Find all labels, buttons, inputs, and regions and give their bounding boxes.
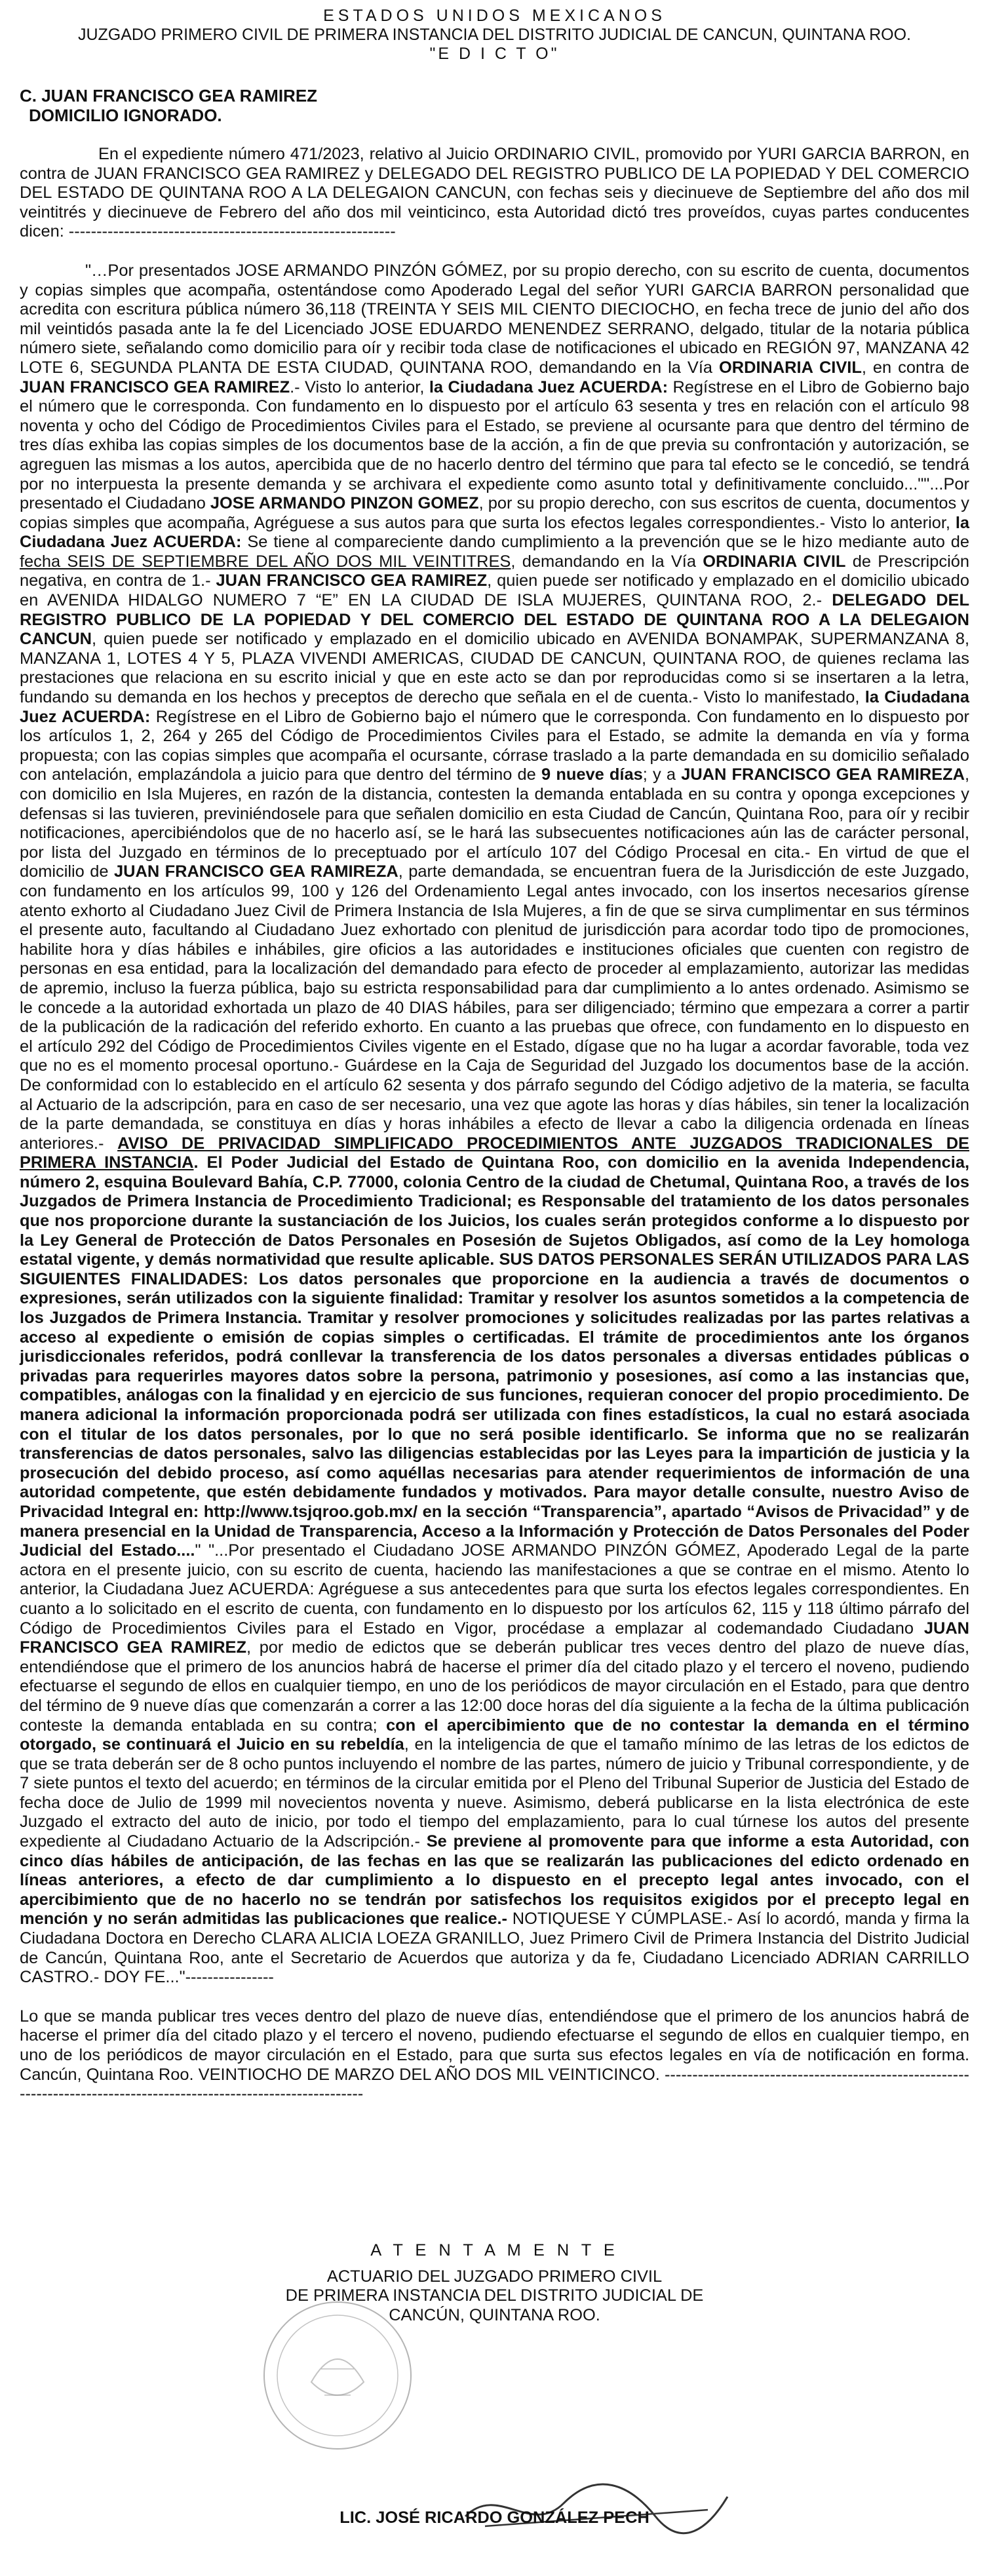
- addressee-name: C. JUAN FRANCISCO GEA RAMIREZ: [20, 86, 318, 106]
- country-heading: ESTADOS UNIDOS MEXICANOS: [323, 7, 666, 25]
- body-segment: la Ciudadana Juez ACUERDA:: [429, 377, 669, 396]
- body-segment: fecha SEIS DE SEPTIEMBRE DEL AÑO DOS MIL VEINTITRES: [20, 552, 511, 571]
- body-segment: la Ciudadana Juez ACUERDA:: [20, 688, 969, 726]
- signature-title-line-2: DE PRIMERA INSTANCIA DEL DISTRITO JUDICIAL DE: [285, 2286, 704, 2305]
- body-segment: . El Poder Judicial del Estado de Quintana Roo, con domicilio en la avenida Independencia, número 2, esquina Boulevard Bahía, C.P. 77000, colonia Centro de la ciudad de Chetumal, Quintana Roo, a través de los Juzgados de Primera Instancia de Procedimiento Tradicional; es Responsable del tratamiento de los datos personales que nos proporcione durante la sustanciación de los Juicios, los cuales serán protegidos conforme a lo dispuesto por la Ley General de Protección de Datos Personales en Posesión de Sujetos Obligados, así como de la Ley homologa estatal vigente, y demás normatividad que resulte aplicable. SUS DATOS PERSONALES SERÁN UTILIZADOS PARA LAS SIGUIENTES FINALIDADES: Los datos personales que proporcione en la audiencia a través de documentos o expresiones, serán utilizados con la siguiente finalidad: Tramitar y resolver los asuntos sometidos a la competencia de los Juzgados de Primera Instancia. Tramitar y resolver promociones y solicitudes realizadas por las partes relativas a acceso al expediente o emisión de copias simples o certificadas. El trámite de procedimientos ante los órganos jurisdiccionales referidos, podrá conllevar la transferencia de los datos personales a diversas entidades públicas o privadas para requerirles mayores datos sobre la persona, patrimonio y posesiones, así como a las instancias que, compatibles, análogas con la finalidad y en ejercicio de sus funciones, requieran conocer del propio procedimiento. De manera adicional la información proporcionada podrá ser utilizada con fines estadísticos, la cual no estará asociada con el titular de los datos personales, por lo que no será posible identificarlo. Se informa que no se realizarán transferencias de datos personales, salvo las diligencias establecidas por las Leyes para la impartición de justicia y la prosecución del debido proceso, así como aquéllas necesarias para atender requerimientos de información de una autoridad competente, que estén debidamente fundados y motivados. Para mayor detalle consulte, nuestro Aviso de Privacidad Integral en: http://www.tsjqroo.gob.mx/ en la sección “Transparencia”, apartado “Avisos de Privacidad” y de manera presencial en la Unidad de Transparencia, Acceso a la Información y Protección de Datos Personales del Poder Judicial del Estado....: [20, 1153, 969, 1560]
- body-segment: .- Visto lo anterior,: [290, 377, 429, 396]
- body-segment: JUAN FRANCISCO GEA RAMIREZA: [681, 765, 965, 784]
- body-segment: la Ciudadana Juez ACUERDA:: [20, 513, 969, 552]
- body-segment: Se tiene al compareciente dando cumplimiento a la prevención que se le hizo mediante auto de: [241, 533, 969, 552]
- handwritten-signature-icon: [459, 2470, 734, 2543]
- body-segment: , con domicilio en Isla Mujeres, en razón de la distancia, contesten la demanda entablada en su contra y oponga excepciones y defensas si las tuvieren, previniéndosele para que señalen domicilio en esta Ciudad de Cancún, Quintana Roo, para oír y recibir notificaciones, apercibiéndolos que de no hacerlo así, se le hará las subsecuentes notificaciones aún las de carácter personal, por lista del Juzgado en términos de lo preceptuado por el artículo 107 del Código Procesal en cita.- En virtud de que el domicilio de: [20, 765, 969, 881]
- body-segment: 9 nueve días: [541, 765, 643, 784]
- body-segment: JUAN FRANCISCO GEA RAMIREZA: [114, 862, 398, 881]
- body-paragraph: [20, 261, 969, 1988]
- body-segment: JUAN FRANCISCO GEA RAMIREZ: [20, 1619, 969, 1657]
- body-segment: , en contra de: [861, 358, 969, 377]
- court-heading: JUZGADO PRIMERO CIVIL DE PRIMERA INSTANCIA DEL DISTRITO JUDICIAL DE CANCUN, QUINTANA ROO.: [77, 26, 911, 44]
- signature-title-line-3: CANCÚN, QUINTANA ROO.: [389, 2305, 600, 2324]
- closing-paragraph: Lo que se manda publicar tres veces dentro del plazo de nueve días, entendiéndose que el primero de los anuncios habrá de hacerse el primer día del citado plazo y el tercero el noveno, pudiendo efectuarse el segundo de ellos en cualquier tiempo, en uno de los periódicos de mayor circulación en el Estado, para que surta sus efectos legales en vía de notificación en forma. Cancún, Quintana Roo. VEINTIOCHO DE MARZO DEL AÑO DOS MIL VEINTICINCO. ---------------------------------------------------------------------------------------------------------------------: [20, 2007, 969, 2104]
- signer-name: LIC. JOSÉ RICARDO GONZÁLEZ PECH: [339, 2509, 650, 2527]
- document-title: "E D I C T O": [429, 45, 560, 63]
- body-segment: AVISO DE PRIVACIDAD SIMPLIFICADO PROCEDIMIENTOS ANTE JUZGADOS TRADICIONALES DE PRIMERA INSTANCIA: [20, 1134, 969, 1172]
- body-segment: de Prescripción negativa, en contra de 1.-: [20, 552, 969, 590]
- body-segment: , en la inteligencia de que el tamaño mínimo de las letras de los edictos de que se trata deberán ser de 8 ocho puntos incluyendo el nombre de las partes, número de juicio y Tribunal correspondiente, y de 7 siete puntos el texto del acuerdo; en términos de la circular emitida por el Pleno del Tribunal Superior de Justicia del Estado de fecha doce de Julio de 1999 mil novecientos noventa y nueve. Asimismo, deberá publicarse en la lista electrónica de este Juzgado el extracto del auto de inicio, por todo el tiempo del emplazamiento, para lo cual túrnese los autos del presente expediente al Ciudadano Actuario de la Adscripción.-: [20, 1735, 969, 1851]
- body-segment: NOTIQUESE Y CÚMPLASE.- Así lo acordó, manda y firma la Ciudadana Doctora en Derecho CLARA ALICIA LOEZA GRANILLO, Juez Primero Civil de Primera Instancia del Distrito Judicial de Cancún, Quintana Roo, ante el Secretario de Acuerdos que autoriza y da fe, Ciudadano Licenciado ADRIAN CARRILLO CASTRO.- DOY FE..."----------------: [20, 1910, 969, 1987]
- signature-title-line-1: ACTUARIO DEL JUZGADO PRIMERO CIVIL: [326, 2267, 663, 2286]
- addressee-block: [20, 86, 969, 125]
- court-seal-icon: [259, 2297, 416, 2454]
- body-segment: Se previene al promovente para que informe a esta Autoridad, con cinco días hábiles de anticipación, de las fechas en las que se realizarán las publicaciones del edicto ordenado en líneas anteriores, a efecto de dar cumplimiento a lo dispuesto en el precepto legal antes invocado, con el apercibimiento que de no hacerlo no se tendrán por satisfechos los requisitos exigidos por el precepto legal en mención y no serán admitidas las publicaciones que realice.-: [20, 1832, 969, 1929]
- body-segment: JUAN FRANCISCO GEA RAMIREZ: [216, 571, 488, 590]
- body-segment: ORDINARIA CIVIL: [719, 358, 862, 377]
- body-segment: con el apercibimiento que de no contestar la demanda en el término otorgado, se continuará el Juicio en su rebeldía: [20, 1716, 970, 1754]
- intro-paragraph: En el expediente número 471/2023, relativo al Juicio ORDINARIO CIVIL, promovido por YURI GARCIA BARRON, en contra de JUAN FRANCISCO GEA RAMIREZ y DELEGADO DEL REGISTRO PUBLICO DE LA POPIEDAD Y DEL COMERCIO DEL ESTADO DE QUINTANA ROO A LA DELEGAION CANCUN, con fechas seis y diecinueve de Septiembre del año dos mil veintitrés y diecinueve de Febrero del año dos mil veinticinco, esta Autoridad dictó tres proveídos, cuyas partes conducentes dicen: -----------------------------------------------------------: [20, 145, 969, 241]
- body-segment: Regístrese en el Libro de Gobierno bajo el número que le corresponda. Con fundamento en lo dispuesto por el artículo 63 sesenta y tres en relación con el artículo 98 noventa y ocho del Código de Procedimientos Civiles para el Estado, se previene al ocursante para que dentro del término de tres días exhiba las copias simples de los documentos base de la acción, a fin de que previa su confrontación y autorización, se agreguen las mismas a los autos, apercibida que de no hacerlo dentro del término que para tal efecto se le concedió, se tendrá por no interpuesta la presente demanda y se archivara el expediente como asunto total y definitivamente concluido...""...Por presentado el Ciudadano: [20, 377, 969, 513]
- body-segment: " "...Por presentado el Ciudadano JOSE ARMANDO PINZÓN GÓMEZ, Apoderado Legal de la parte actora en el presente juicio, con su escrito de cuenta, haciendo las manifestaciones a que se contrae en el mismo. Atento lo anterior, la Ciudadana Juez ACUERDA: Agréguese a sus antecedentes para que surta los efectos legales correspondientes. En cuanto a lo solicitado en el escrito de cuenta, con fundamento en lo dispuesto por los artículos 62, 115 y 118 último párrafo del Código de Procedimientos Civiles para el Estado en Vigor, procédase a emplazar al codemandado Ciudadano: [20, 1541, 969, 1638]
- body-segment: , por su propio derecho, con sus escritos de cuenta, documentos y copias simples que acompaña, Agréguese a sus autos para que surta los efectos legales correspondientes.- Visto lo anterior,: [20, 494, 969, 532]
- body-segment: , quien puede ser notificado y emplazado en el domicilio ubicado en AVENIDA BONAMPAK, SUPERMANZANA 8, MANZANA 1, LOTES 4 Y 5, PLAZA VIVENDI AMERICAS, CIUDAD DE CANCUN, QUINTANA ROO, de quienes reclama las prestaciones que relaciona en su escrito inicial y que en este acto se dan por reproducidas como si se insertaren a la letra, fundando su demanda en los hechos y preceptos de derecho que señala en el de cuenta.- Visto lo manifestado,: [20, 630, 969, 707]
- body-segment: , por medio de edictos que se deberán publicar tres veces dentro del plazo de nueve días, entendiéndose que el primero de los anuncios habrá de hacerse el primer día del citado plazo y el tercero el noveno, pudiendo efectuarse el segundo de ellos en cualquier tiempo, en uno de los periódicos de mayor circulación en el Estado, para que dentro del término de 9 nueve días que comenzarán a correr a las 12:00 doce horas del día siguiente a la fecha de la última publicación conteste la demanda entablada en su contra;: [20, 1638, 969, 1735]
- document-header: [20, 7, 969, 64]
- body-segment: DELEGADO DEL REGISTRO PUBLICO DE LA POPIEDAD Y DEL COMERCIO DEL ESTADO DE QUINTANA ROO A LA DELEGAION CANCUN: [20, 591, 969, 649]
- body-segment: , demandando en la Vía: [511, 552, 703, 571]
- body-segment: , quien puede ser notificado y emplazado en el domicilio ubicado en AVENIDA HIDALGO NUMERO 7 “E” EN LA CIUDAD DE ISLA MUJERES, QUINTANA ROO, 2.-: [20, 571, 970, 610]
- body-segment: ORDINARIA CIVIL: [703, 552, 846, 571]
- body-segment: , parte demandada, se encuentran fuera de la Jurisdicción de este Juzgado, con fundamento en los artículos 99, 100 y 126 del Ordenamiento Legal antes invocado, con los insertos necesarios gírense atento exhorto al Ciudadano Juez Civil de Primera Instancia de Isla Mujeres, a fin de que se sirva cumplimentar en sus términos el presente auto, facultando al Ciudadano Juez exhortado con plenitud de jurisdicción para acordar todo tipo de promociones, habilite hora y días hábiles e inhábiles, gire oficios a las autoridades e instituciones oficiales que cuenten con registro de personas en esa entidad, para la localización del demandado para efecto de proceder al emplazamiento, autorizar las medidas de apremio, incluso la fuerza pública, bajo su estricta responsabilidad para dar cumplimiento a lo antes ordenado. Asimismo se le concede a la autoridad exhortada un plazo de 40 DIAS hábiles, para ser diligenciado; término que empezara a correr a partir de la publicación de la radicación del referido exhorto. En cuanto a las pruebas que ofrece, con fundamento en lo dispuesto en el artículo 292 del Código de Procedimientos Civiles vigente en el Estado, dígase que no ha lugar a acordar favorable, toda vez que no es el momento procesal oportuno.- Guárdese en la Caja de Seguridad del Juzgado los documentos base de la acción. De conformidad con lo establecido en el artículo 62 sesenta y dos párrafo segundo del Código adjetivo de la materia, se faculta al Actuario de la adscripción, para en caso de ser necesario, una vez que agote las horas y días hábiles, sin tener la localización de la parte demandada, se constituya en días y horas inhábiles a efecto de llevar a cabo la diligencia ordenada en líneas anteriores.-: [20, 862, 970, 1153]
- addressee-domicile: DOMICILIO IGNORADO.: [29, 106, 222, 125]
- body-segment: ; y a: [642, 765, 682, 784]
- body-segment: Regístrese en el Libro de Gobierno bajo el número que le corresponda. Con fundamento en lo dispuesto por los artículos 1, 2, 264 y 265 del Código de Procedimientos Civiles para el Estado, se admite la demanda en vía y forma propuesta; con las copias simples que acompaña el ocursante, córrase traslado a la parte demandada en su domicilio señalado con antelación, emplazándola a juicio para que dentro del término de: [20, 707, 969, 784]
- body-segment: JUAN FRANCISCO GEA RAMIREZ: [20, 377, 290, 396]
- body-segment: "…Por presentados JOSE ARMANDO PINZÓN GÓMEZ, por su propio derecho, con su escrito de cuenta, documentos y copias simples que acompaña, ostentándose como Apoderado Legal del señor YURI GARCIA BARRON personalidad que acredita con escritura pública número 36,118 (TREINTA Y SEIS MIL CIENTO DIECIOCHO, en fecha trece de junio del año dos mil veintidós pasada ante la fe del Licenciado JOSE EDUARDO MENENDEZ SERRANO, delgado, titular de la notaria pública número siete, señalando como domicilio para oír y recibir toda clase de notificaciones el ubicado en REGIÓN 97, MANZANA 42 LOTE 6, SEGUNDA PLANTA DE ESTA CIUDAD, QUINTANA ROO, demandando en la Vía: [20, 261, 969, 377]
- body-segment: JOSE ARMANDO PINZON GOMEZ: [210, 494, 479, 513]
- signature-block: [0, 2241, 989, 2325]
- signature-salutation: A T E N T A M E N T E: [370, 2241, 619, 2259]
